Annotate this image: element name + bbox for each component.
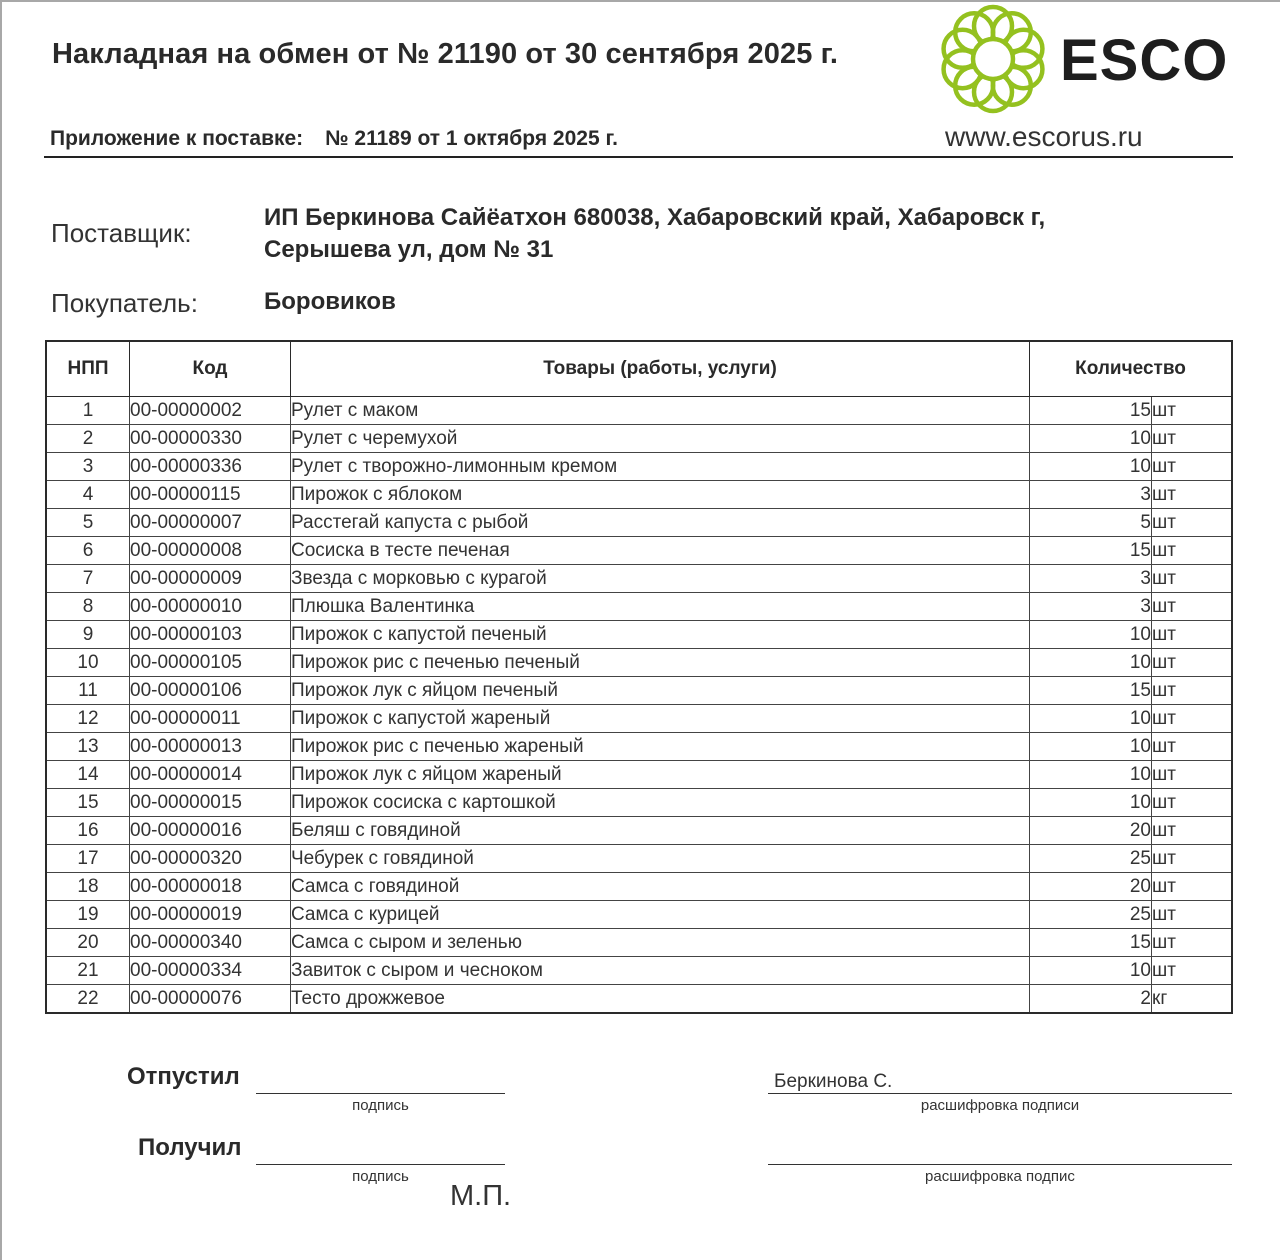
table-row [46,761,1232,789]
unit: шт [1152,845,1233,873]
logo-wordmark: ESCO [1060,28,1229,93]
product-name: Пирожок с капустой печеный [291,621,1030,649]
product-name: Пирожок лук с яйцом жареный [291,761,1030,789]
released-name-line [768,1093,1232,1094]
row-number: 1 [46,397,130,425]
product-code: 00-00000320 [130,845,291,873]
delivery-reference-label: Приложение к поставке: [50,127,304,150]
quantity: 10 [1030,425,1152,453]
product-code: 00-00000115 [130,481,291,509]
esco-flower-logo-icon [938,3,1048,115]
product-name: Плюшка Валентинка [291,593,1030,621]
product-code: 00-00000106 [130,677,291,705]
row-number: 12 [46,705,130,733]
product-code: 00-00000007 [130,509,291,537]
product-name: Сосиска в тесте печеная [291,537,1030,565]
quantity: 15 [1030,929,1152,957]
buyer-value: Боровиков [264,288,396,315]
supplier-label: Поставщик: [51,218,192,248]
table-header-row [46,341,1232,397]
product-code: 00-00000009 [130,565,291,593]
row-number: 15 [46,789,130,817]
table-row [46,957,1232,985]
received-label: Получил [138,1134,242,1161]
unit: шт [1152,593,1233,621]
quantity: 15 [1030,677,1152,705]
product-code: 00-00000019 [130,901,291,929]
quantity: 3 [1030,593,1152,621]
unit: шт [1152,817,1233,845]
table-row [46,817,1232,845]
unit: шт [1152,649,1233,677]
row-number: 13 [46,733,130,761]
column-header-quantity: Количество [1030,341,1233,397]
row-number: 19 [46,901,130,929]
unit: шт [1152,901,1233,929]
unit: шт [1152,789,1233,817]
row-number: 10 [46,649,130,677]
product-name: Беляш с говядиной [291,817,1030,845]
product-code: 00-00000015 [130,789,291,817]
product-name: Пирожок рис с печенью жареный [291,733,1030,761]
row-number: 9 [46,621,130,649]
product-name: Пирожок лук с яйцом печеный [291,677,1030,705]
delivery-reference-value: № 21189 от 1 октября 2025 г. [325,127,618,150]
product-code: 00-00000002 [130,397,291,425]
unit: шт [1152,873,1233,901]
released-signature-line[interactable] [256,1093,505,1094]
row-number: 16 [46,817,130,845]
items-table [45,340,1233,1014]
unit: шт [1152,929,1233,957]
product-code: 00-00000076 [130,985,291,1014]
quantity: 25 [1030,845,1152,873]
product-name: Тесто дрожжевое [291,985,1030,1014]
released-label: Отпустил [127,1063,240,1090]
quantity: 10 [1030,453,1152,481]
product-code: 00-00000336 [130,453,291,481]
website-link[interactable]: www.escorus.ru [945,121,1143,152]
quantity: 10 [1030,733,1152,761]
quantity: 3 [1030,481,1152,509]
product-code: 00-00000018 [130,873,291,901]
row-number: 5 [46,509,130,537]
table-row [46,621,1232,649]
table-row [46,649,1232,677]
row-number: 4 [46,481,130,509]
row-number: 8 [46,593,130,621]
row-number: 14 [46,761,130,789]
product-name: Пирожок рис с печенью печеный [291,649,1030,677]
table-row [46,733,1232,761]
received-name-line[interactable] [768,1164,1232,1165]
product-code: 00-00000010 [130,593,291,621]
unit: шт [1152,761,1233,789]
column-header-npp: НПП [46,341,130,397]
released-name: Беркинова С. [774,1071,893,1092]
quantity: 3 [1030,565,1152,593]
quantity: 15 [1030,537,1152,565]
product-code: 00-00000014 [130,761,291,789]
quantity: 5 [1030,509,1152,537]
row-number: 6 [46,537,130,565]
row-number: 22 [46,985,130,1014]
product-name: Рулет с творожно-лимонным кремом [291,453,1030,481]
product-name: Пирожок сосиска с картошкой [291,789,1030,817]
quantity: 15 [1030,397,1152,425]
unit: шт [1152,621,1233,649]
product-name: Рулет с черемухой [291,425,1030,453]
quantity: 10 [1030,761,1152,789]
product-code: 00-00000334 [130,957,291,985]
product-name: Самса с сыром и зеленью [291,929,1030,957]
logo-center [973,39,1013,79]
table-row [46,453,1232,481]
unit: шт [1152,537,1233,565]
product-name: Пирожок с яблоком [291,481,1030,509]
quantity: 20 [1030,873,1152,901]
row-number: 11 [46,677,130,705]
released-signature-caption: подпись [352,1097,409,1114]
table-row [46,565,1232,593]
product-code: 00-00000105 [130,649,291,677]
row-number: 3 [46,453,130,481]
quantity: 10 [1030,705,1152,733]
product-name: Завиток с сыром и чесноком [291,957,1030,985]
row-number: 7 [46,565,130,593]
table-row [46,705,1232,733]
table-row [46,677,1232,705]
column-header-goods: Товары (работы, услуги) [291,341,1030,397]
unit: шт [1152,453,1233,481]
table-row [46,789,1232,817]
table-row [46,593,1232,621]
product-code: 00-00000008 [130,537,291,565]
table-row [46,929,1232,957]
unit: шт [1152,425,1233,453]
table-row [46,537,1232,565]
received-signature-caption: подпись [352,1168,409,1185]
row-number: 17 [46,845,130,873]
row-number: 2 [46,425,130,453]
unit: шт [1152,397,1233,425]
row-number: 20 [46,929,130,957]
product-name: Самса с говядиной [291,873,1030,901]
unit: шт [1152,705,1233,733]
unit: кг [1152,985,1233,1014]
header-divider [44,156,1233,158]
unit: шт [1152,565,1233,593]
product-name: Пирожок с капустой жареный [291,705,1030,733]
table-row [46,397,1232,425]
quantity: 10 [1030,957,1152,985]
product-code: 00-00000013 [130,733,291,761]
product-code: 00-00000330 [130,425,291,453]
quantity: 20 [1030,817,1152,845]
product-name: Рулет с маком [291,397,1030,425]
table-row [46,509,1232,537]
product-name: Чебурек с говядиной [291,845,1030,873]
table-row [46,425,1232,453]
unit: шт [1152,481,1233,509]
product-code: 00-00000016 [130,817,291,845]
supplier-value: ИП Беркинова Сайёатхон 680038, Хабаровский край, Хабаровск г, Серышева ул, дом № 31 [264,204,1046,263]
stamp-placeholder: М.П. [450,1180,512,1212]
quantity: 2 [1030,985,1152,1014]
received-name-caption: расшифровка подпис [925,1168,1075,1185]
table-row [46,901,1232,929]
row-number: 21 [46,957,130,985]
quantity: 10 [1030,789,1152,817]
unit: шт [1152,733,1233,761]
quantity: 25 [1030,901,1152,929]
table-row [46,845,1232,873]
product-name: Самса с курицей [291,901,1030,929]
unit: шт [1152,509,1233,537]
column-header-code: Код [130,341,291,397]
released-name-caption: расшифровка подписи [920,1097,1080,1114]
unit: шт [1152,957,1233,985]
unit: шт [1152,677,1233,705]
table-row [46,873,1232,901]
product-name: Звезда с морковью с курагой [291,565,1030,593]
product-code: 00-00000011 [130,705,291,733]
buyer-label: Покупатель: [51,288,198,318]
table-row [46,481,1232,509]
document-title: Накладная на обмен от № 21190 от 30 сентября 2025 г. [52,38,839,70]
delivery-reference [50,127,618,151]
received-signature-line[interactable] [256,1164,505,1165]
product-name: Расстегай капуста с рыбой [291,509,1030,537]
table-row [46,985,1232,1014]
product-code: 00-00000340 [130,929,291,957]
product-code: 00-00000103 [130,621,291,649]
quantity: 10 [1030,621,1152,649]
row-number: 18 [46,873,130,901]
quantity: 10 [1030,649,1152,677]
